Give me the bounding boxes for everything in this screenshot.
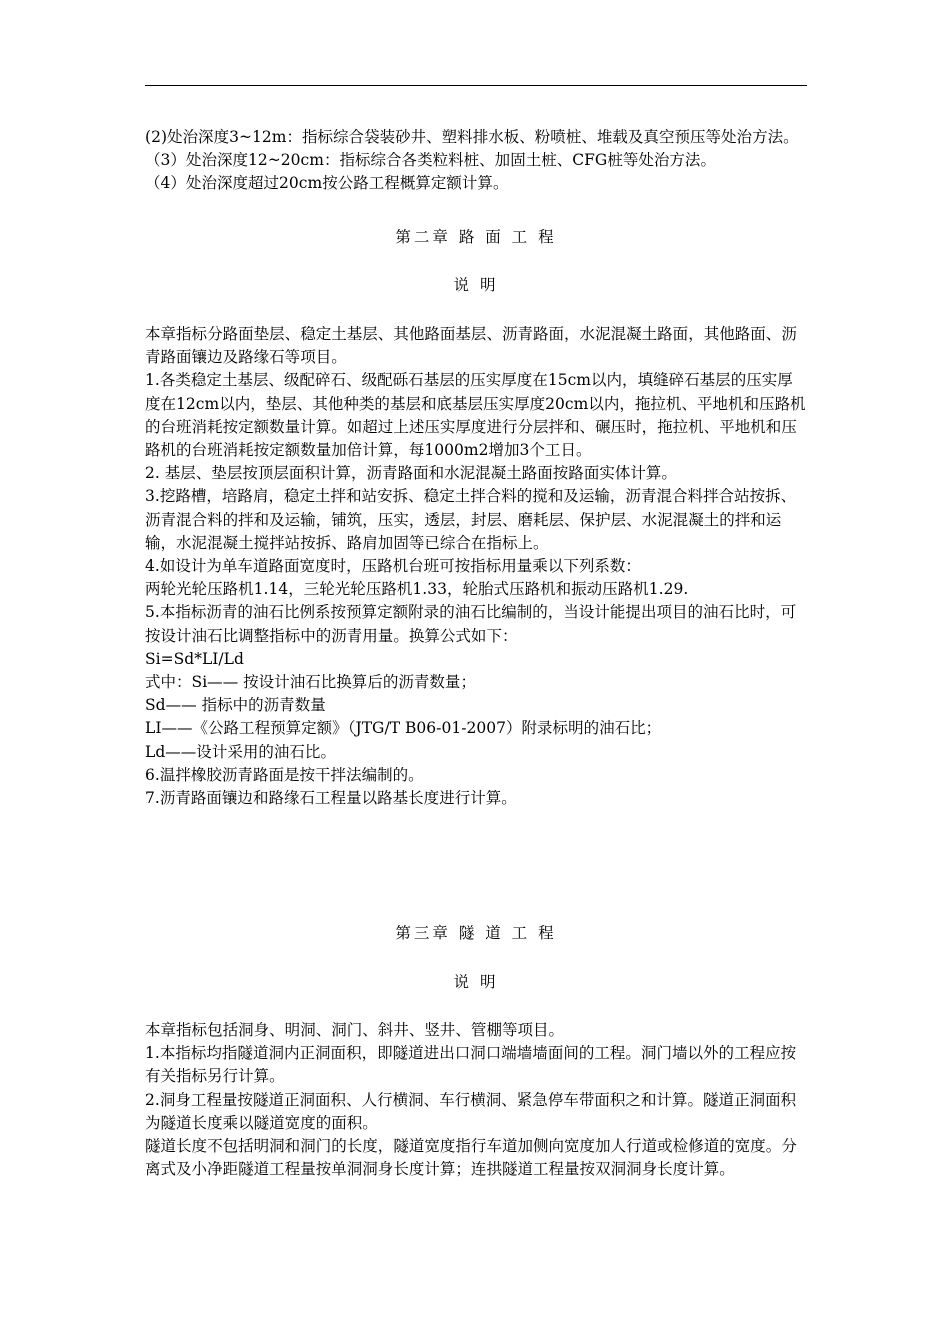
paragraph: 2.洞身工程量按隧道正洞面积、人行横洞、车行横洞、紧急停车带面积之和计算。隧道正洞面积为隧道长度乘以隧道宽度的面积。: [145, 1090, 797, 1132]
paragraph: 1.各类稳定土基层、级配碎石、级配砾石基层的压实厚度在15cm以内，填缝碎石基层的压实厚度在12cm以内，垫层、其他种类的基层和底基层压实厚度20cm以内，拖拉机、平地机和压路机的台班消耗按定额数量计算。如超过上述压实厚度进行分层拌和、碾压时，拖拉机、平地机和压路机的台班消耗按定额数量加倍计算，每1000m2增加3个工日。: [145, 371, 806, 460]
chapter2-body: [145, 323, 807, 810]
header-rule: [145, 85, 807, 86]
formula: Si=Sd*LI/Ld: [145, 649, 244, 668]
list-item: （3）处治深度12~20cm：指标综合各类粒料桩、加固土桩、CFG桩等处治方法。: [145, 151, 716, 170]
chapter3-title: 第三章 隧 道 工 程: [395, 924, 557, 942]
paragraph: 4.如设计为单车道路面宽度时，压路机台班可按指标用量乘以下列系数：: [145, 557, 641, 576]
paragraph: 两轮光轮压路机1.14，三轮光轮压路机1.33，轮胎式压路机和振动压路机1.29.: [145, 580, 689, 599]
formula-legend: LI——《公路工程预算定额》（JTG/T B06-01-2007）附录标明的油石比；: [145, 719, 662, 738]
paragraph: 3.挖路槽，培路肩，稳定土拌和站安拆、稳定土拌合料的搅和及运输，沥青混合料拌合站按拆、沥青混合料的拌和及运输，铺筑，压实，透层，封层、磨耗层、保护层、水泥混凝土的拌和运输，水泥混凝土搅拌站按拆、路肩加固等已综合在指标上。: [145, 487, 797, 552]
top-list: [145, 126, 807, 196]
formula-legend: Ld——设计采用的油石比。: [145, 742, 336, 761]
chapter3-subtitle: 说 明: [453, 973, 499, 991]
paragraph: 5.本指标沥青的油石比例系按预算定额附录的油石比编制的，当设计能提出项目的油石比时，可按设计油石比调整指标中的沥青用量。换算公式如下：: [145, 603, 797, 645]
chapter2-title: 第二章 路 面 工 程: [395, 228, 557, 246]
list-item: （4）处治深度超过20cm按公路工程概算定额计算。: [145, 174, 509, 193]
list-item: (2)处治深度3~12m：指标综合袋装砂井、塑料排水板、粉喷桩、堆载及真空预压等处治方法。: [145, 128, 799, 146]
paragraph: 7.沥青路面镶边和路缘石工程量以路基长度进行计算。: [145, 789, 517, 808]
paragraph: 本章指标分路面垫层、稳定土基层、其他路面基层、沥青路面，水泥混凝土路面，其他路面、沥青路面镶边及路缘石等项目。: [145, 325, 797, 367]
paragraph: 本章指标包括洞身、明洞、洞门、斜井、竖井、管棚等项目。: [145, 1021, 565, 1039]
paragraph: 6.温拌橡胶沥青路面是按干拌法编制的。: [145, 765, 424, 784]
chapter2-subtitle: 说 明: [453, 276, 499, 294]
paragraph: 1.本指标均指隧道洞内正洞面积，即隧道进出口洞口端墙墙面间的工程。洞门墙以外的工程应按有关指标另行计算。: [145, 1044, 797, 1086]
formula-legend: Sd—— 指标中的沥青数量: [145, 696, 326, 715]
paragraph: 隧道长度不包括明洞和洞门的长度，隧道宽度指行车道加侧向宽度加人行道或检修道的宽度。分离式及小净距隧道工程量按单洞洞身长度计算；连拱隧道工程量按双洞洞身长度计算。: [145, 1137, 797, 1179]
formula-legend: 式中：Si—— 按设计油石比换算后的沥青数量；: [145, 673, 476, 692]
chapter3-body: [145, 1019, 807, 1181]
paragraph: 2. 基层、垫层按顶层面积计算，沥青路面和水泥混凝土路面按路面实体计算。: [145, 464, 677, 483]
